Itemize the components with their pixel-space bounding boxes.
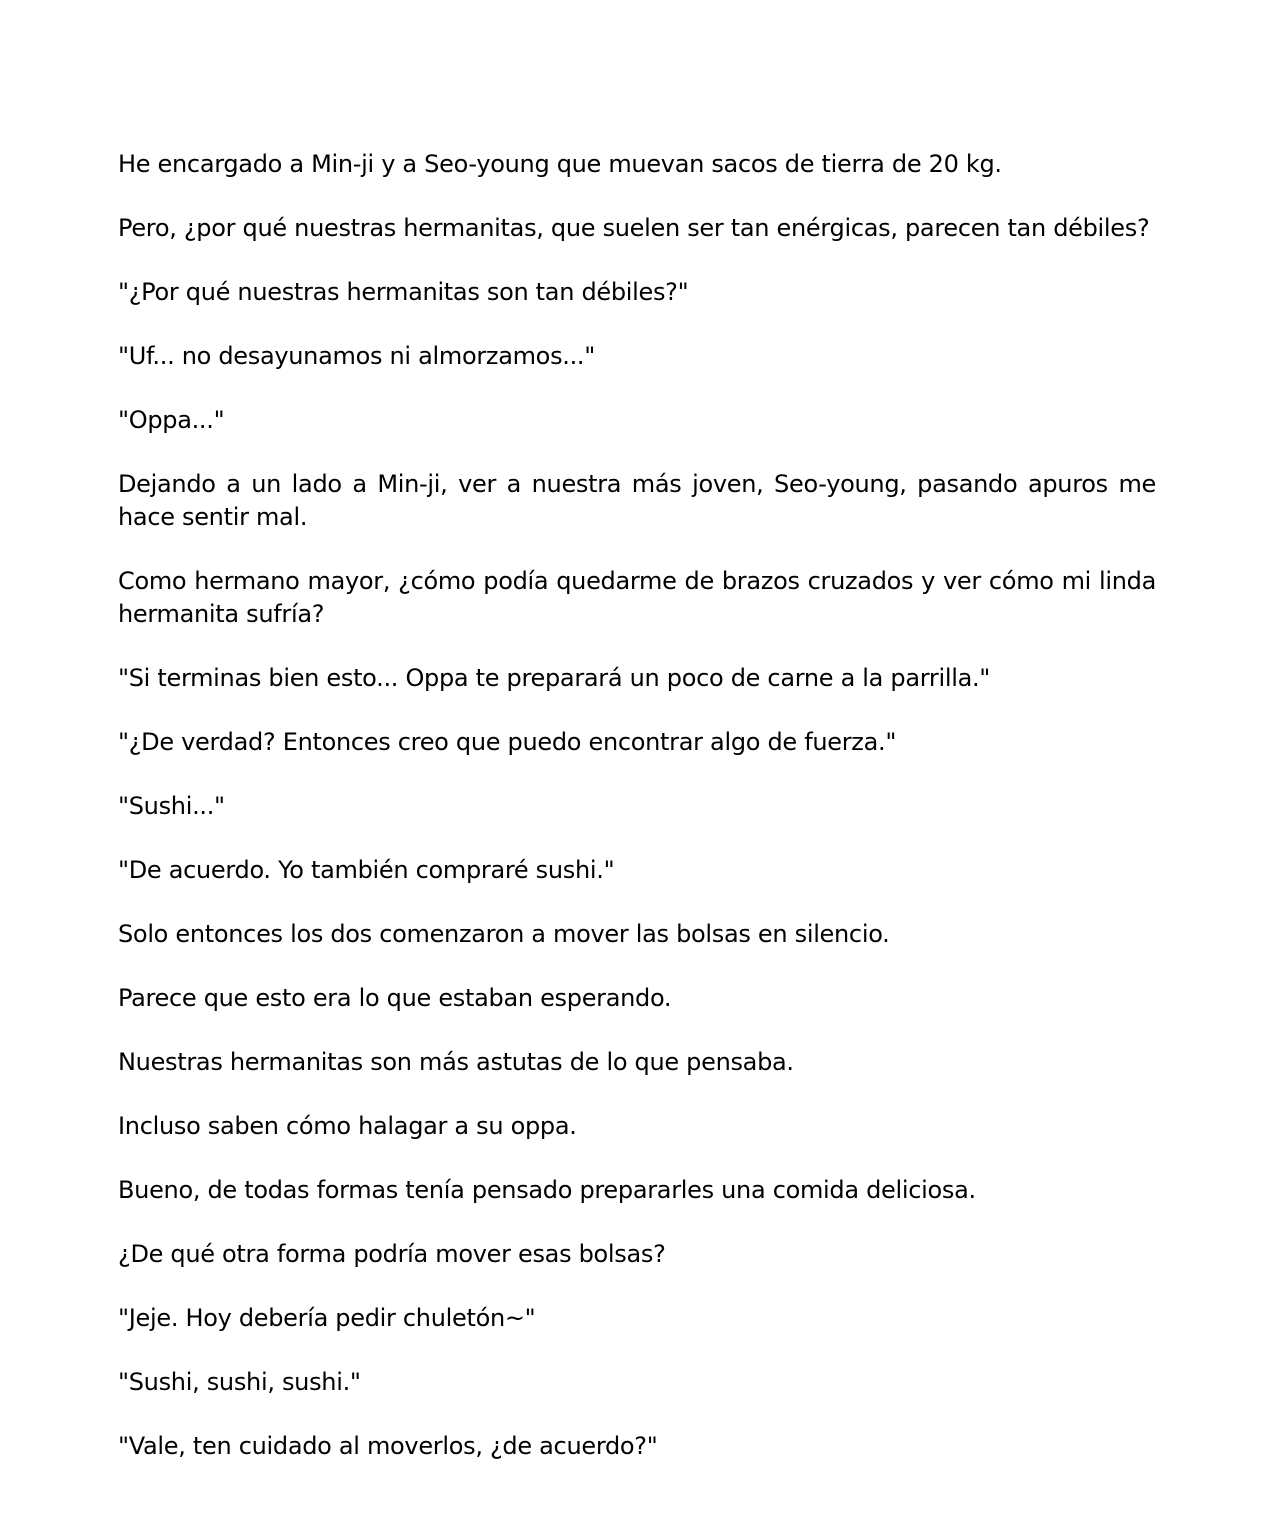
paragraph: Parece que esto era lo que estaban esperando. [118,984,672,1012]
paragraph: Nuestras hermanitas son más astutas de lo que pensaba. [118,1048,794,1076]
paragraph: "Uf... no desayunamos ni almorzamos..." [118,342,595,370]
paragraph: Bueno, de todas formas tenía pensado prepararles una comida deliciosa. [118,1176,976,1204]
paragraph: Incluso saben cómo halagar a su oppa. [118,1112,577,1140]
paragraph: "Vale, ten cuidado al moverlos, ¿de acuerdo?" [118,1432,658,1460]
paragraph: "Si terminas bien esto... Oppa te preparará un poco de carne a la parrilla." [118,664,991,692]
paragraph: Dejando a un lado a Min-ji, ver a nuestra más joven, Seo-young, pasando apuros me hace sentir mal. [118,470,1156,531]
paragraph: "Sushi..." [118,792,225,820]
paragraph: "De acuerdo. Yo también compraré sushi." [118,856,615,884]
paragraph: "¿De verdad? Entonces creo que puedo encontrar algo de fuerza." [118,728,897,756]
paragraph: "Oppa..." [118,406,225,434]
paragraph: "¿Por qué nuestras hermanitas son tan débiles?" [118,278,689,306]
paragraph: Como hermano mayor, ¿cómo podía quedarme de brazos cruzados y ver cómo mi linda hermanita sufría? [118,567,1156,628]
paragraph: Pero, ¿por qué nuestras hermanitas, que suelen ser tan enérgicas, parecen tan débiles? [118,214,1150,242]
paragraph: Solo entonces los dos comenzaron a mover las bolsas en silencio. [118,920,890,948]
paragraph: "Sushi, sushi, sushi." [118,1368,361,1396]
paragraph: ¿De qué otra forma podría mover esas bolsas? [118,1240,666,1268]
document-body [118,148,1156,1494]
paragraph: He encargado a Min-ji y a Seo-young que muevan sacos de tierra de 20 kg. [118,150,1002,178]
paragraph: "Jeje. Hoy debería pedir chuletón~" [118,1304,536,1332]
